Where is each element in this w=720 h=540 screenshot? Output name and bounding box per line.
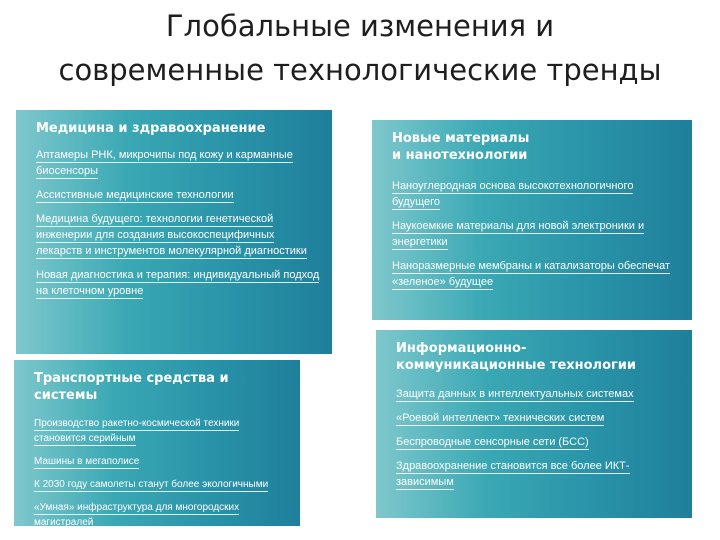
panel-materials-title: Новые материалы и нанотехнологии: [392, 131, 530, 163]
list-item-label: Защита данных в интеллектуальных системах: [396, 388, 634, 400]
list-item-label: Беспроводные сенсорные сети (БСС): [396, 436, 589, 448]
list-item[interactable]: [34, 416, 288, 446]
panel-materials: [372, 120, 692, 320]
slide-title-line-1: Глобальные изменения и: [165, 9, 555, 43]
list-item-label: К 2030 году самолеты станут более экологичными: [34, 479, 269, 490]
list-item[interactable]: [392, 258, 680, 290]
list-item[interactable]: [34, 477, 288, 492]
slide-title-line-2: современные технологические тренды: [58, 53, 662, 87]
list-item[interactable]: [396, 434, 680, 450]
list-item[interactable]: [396, 386, 680, 402]
list-item-label: Медицина будущего: технологии генетической инженерии для создания высокоспецифичных лекарств и инструментов молекулярной диагностики: [36, 213, 307, 257]
list-item-label: Наукоемкие материалы для новой электроники и энергетики: [392, 220, 645, 248]
list-item-label: Ассистивные медицинские технологии: [36, 189, 234, 201]
list-item-label: Наноразмерные мембраны и катализаторы обеспечат «зеленое» будущее: [392, 260, 671, 288]
list-item[interactable]: [392, 218, 680, 250]
panel-medicine-list: [36, 147, 320, 299]
list-item-label: «Умная» инфраструктура для многородских магистралей: [34, 502, 239, 526]
list-item-label: Машины в мегаполисе: [34, 456, 140, 467]
list-item[interactable]: [36, 267, 320, 299]
list-item[interactable]: [392, 178, 680, 210]
panel-materials-list: [392, 178, 680, 290]
list-item-label: Производство ракетно-космической техники становится серийным: [34, 418, 240, 444]
panel-it: [376, 330, 692, 518]
list-item-label: «Роевой интеллект» технических систем: [396, 412, 605, 424]
panel-transport-list: [34, 416, 288, 526]
list-item[interactable]: [36, 147, 320, 179]
list-item[interactable]: [34, 454, 288, 469]
panel-medicine-title: Медицина и здравоохранение: [36, 121, 266, 136]
list-item[interactable]: [396, 458, 680, 490]
panel-transport-title: Транспортные средства и системы: [34, 371, 229, 403]
panel-it-list: [396, 386, 680, 490]
list-item[interactable]: [36, 187, 320, 203]
panel-it-title: Информационно- коммуникационные технологии: [396, 341, 637, 373]
panel-medicine: [16, 110, 332, 354]
list-item[interactable]: [36, 211, 320, 259]
list-item-label: Аптамеры РНК, микрочипы под кожу и карманные биосенсоры: [36, 149, 293, 177]
list-item-label: Новая диагностика и терапия: индивидуальный подход на клеточном уровне: [36, 269, 320, 297]
list-item[interactable]: [34, 500, 288, 526]
slide-title: [0, 4, 720, 92]
panel-transport: [14, 360, 300, 526]
list-item-label: Здравоохранение становится все более ИКТ-зависимым: [396, 460, 630, 488]
list-item[interactable]: [396, 410, 680, 426]
list-item-label: Наноуглеродная основа высокотехнологичного будущего: [392, 180, 634, 208]
